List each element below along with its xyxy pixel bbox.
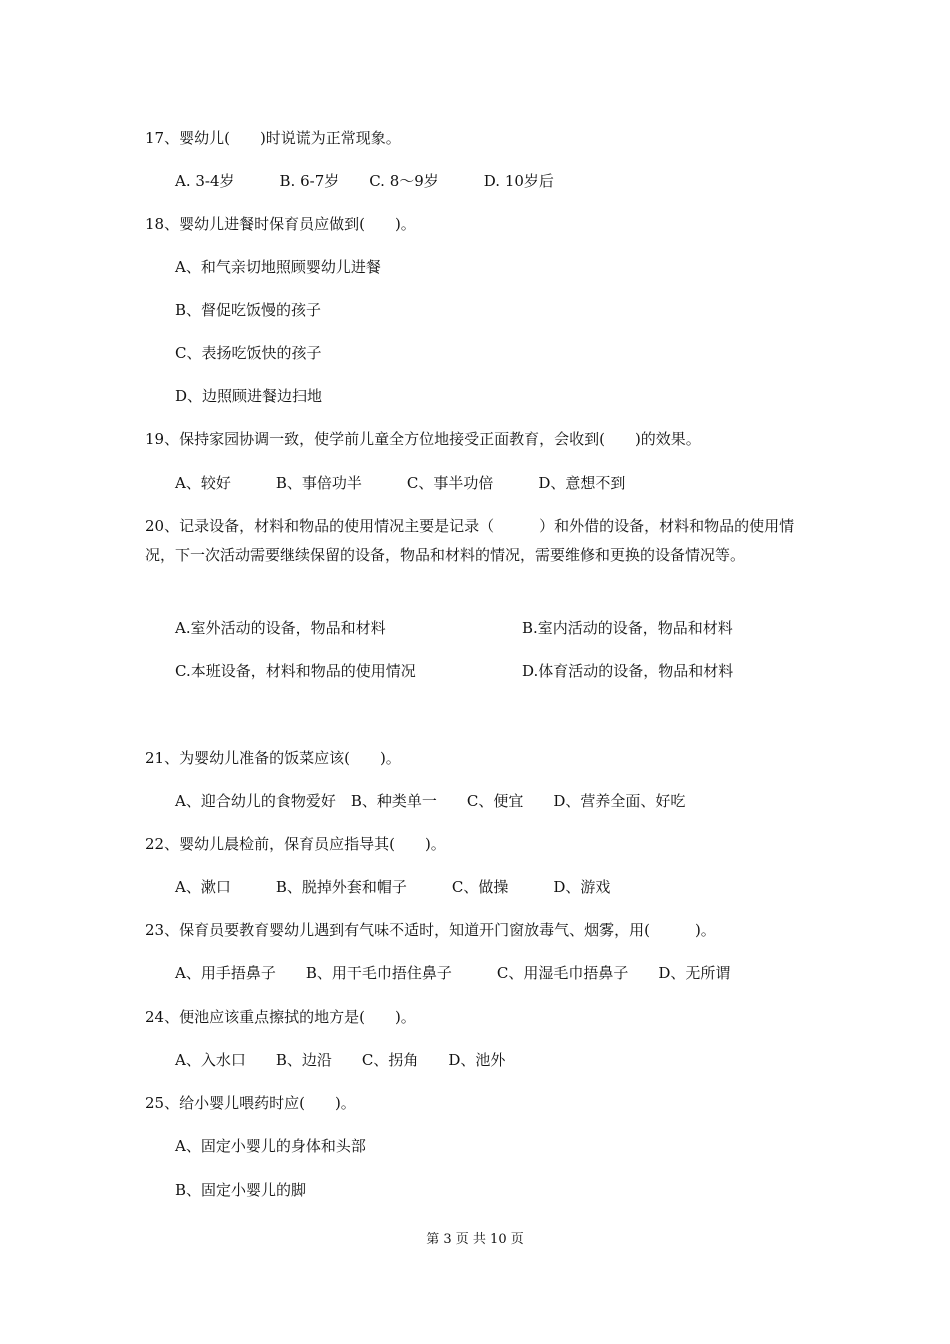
q25-stem: 25、给小婴儿喂药时应( )。 <box>145 1094 356 1112</box>
q22-stem: 22、婴幼儿晨检前，保育员应指导其( )。 <box>145 835 446 853</box>
q20-option-c: C.本班设备，材料和物品的使用情况 <box>175 662 416 680</box>
q21-options: A、迎合幼儿的食物爱好 B、种类单一 C、便宜 D、营养全面、好吃 <box>175 792 686 810</box>
q20-option-b: B.室内活动的设备，物品和材料 <box>522 619 733 637</box>
q19-options: A、较好 B、事倍功半 C、事半功倍 D、意想不到 <box>175 474 626 492</box>
q18-stem: 18、婴幼儿进餐时保育员应做到( )。 <box>145 215 416 233</box>
q22-options: A、漱口 B、脱掉外套和帽子 C、做操 D、游戏 <box>175 878 611 896</box>
q17-stem: 17、婴幼儿( )时说谎为正常现象。 <box>145 129 401 147</box>
q18-option-b: B、督促吃饭慢的孩子 <box>175 301 322 319</box>
q18-option-d: D、边照顾进餐边扫地 <box>175 387 323 405</box>
q24-stem: 24、便池应该重点擦拭的地方是( )。 <box>145 1008 416 1026</box>
q23-options: A、用手捂鼻子 B、用干毛巾捂住鼻子 C、用湿毛巾捂鼻子 D、无所谓 <box>175 964 731 982</box>
q20-option-a: A.室外活动的设备，物品和材料 <box>175 619 386 637</box>
page-footer: 第 3 页 共 10 页 <box>426 1232 524 1247</box>
q24-options: A、入水口 B、边沿 C、拐角 D、池外 <box>175 1051 506 1069</box>
q18-option-a: A、和气亲切地照顾婴幼儿进餐 <box>175 258 381 276</box>
q20-stem: 20、记录设备，材料和物品的使用情况主要是记录（ ）和外借的设备，材料和物品的使用情况，下一次活动需要继续保留的设备，物品和材料的情况，需要维修和更换的设备情况等。 <box>145 517 795 564</box>
q17-options: A. 3-4岁 B. 6-7岁 C. 8～9岁 D. 10岁后 <box>175 172 554 190</box>
q23-stem: 23、保育员要教育婴幼儿遇到有气味不适时，知道开门窗放毒气、烟雾，用( )。 <box>145 921 716 939</box>
q18-option-c: C、表扬吃饭快的孩子 <box>175 344 322 362</box>
q19-stem: 19、保持家园协调一致，使学前儿童全方位地接受正面教育，会收到( )的效果。 <box>145 430 701 448</box>
q25-option-b: B、固定小婴儿的脚 <box>175 1181 307 1199</box>
q25-option-a: A、固定小婴儿的身体和头部 <box>175 1137 366 1155</box>
q21-stem: 21、为婴幼儿准备的饭菜应该( )。 <box>145 749 401 767</box>
q20-option-d: D.体育活动的设备，物品和材料 <box>522 662 734 680</box>
